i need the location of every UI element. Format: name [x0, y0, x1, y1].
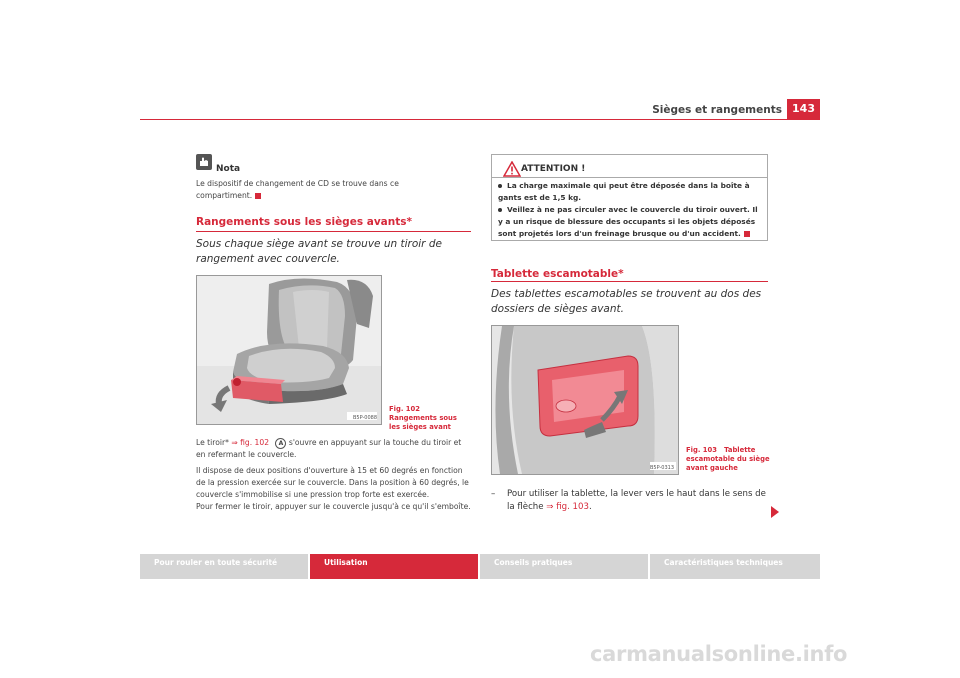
- running-header-title: Sièges et rangements: [652, 104, 782, 116]
- paragraph-drawer-opening: Le tiroir* ⇒ fig. 102 A s'ouvre en appuyant sur la touche du tiroir et en refermant le couvercle.: [196, 438, 462, 459]
- warning-title: ATTENTION !: [521, 164, 586, 174]
- warning-icon: [503, 161, 521, 181]
- figure-102-image: [196, 275, 382, 425]
- footer-tab-practical-tips[interactable]: Conseils pratiques: [480, 554, 648, 579]
- note-text: Le dispositif de changement de CD se trouve dans ce compartiment.: [196, 179, 399, 200]
- figure-103-link[interactable]: ⇒ fig. 103: [546, 502, 589, 512]
- page-number: 143: [787, 99, 820, 119]
- paragraph-closing-drawer: Pour fermer le tiroir, appuyer sur le couvercle jusqu'à ce qu'il s'emboîte.: [196, 502, 471, 511]
- warning-divider: [492, 177, 767, 178]
- section-heading-under-seat-storage: Rangements sous les sièges avants*: [196, 216, 412, 228]
- section-intro: Des tablettes escamotables se trouvent au dos des dossiers de sièges avant.: [491, 288, 762, 315]
- section-intro: Sous chaque siège avant se trouve un tiroir de rangement avec couvercle.: [196, 238, 442, 265]
- figure-103-image: [491, 325, 679, 475]
- footer-tab-technical-data[interactable]: Caractéristiques techniques: [650, 554, 820, 579]
- footer-tab-operation[interactable]: Utilisation: [310, 554, 478, 579]
- header-rule: [140, 119, 820, 120]
- figure-102-link[interactable]: ⇒ fig. 102: [231, 438, 270, 447]
- end-mark-icon: [744, 231, 750, 237]
- section-heading-folding-tray: Tablette escamotable*: [491, 268, 624, 280]
- figure-103-caption: Fig. 103 Tablette escamotable du siège avant gauche: [686, 446, 770, 472]
- figure-code: B5P-0313: [649, 465, 674, 471]
- continue-arrow-icon: [770, 503, 780, 522]
- warning-box: [491, 154, 768, 241]
- paragraph-opening-positions: Il dispose de deux positions d'ouverture à 15 et 60 degrés en fonction de la pression exercée sur le couvercle. Dans la position à 60 degrés, le couvercle s'immobilise si une pression trop forte est exercée.: [196, 466, 469, 499]
- end-mark-icon: [255, 193, 261, 199]
- section-rule: [491, 281, 768, 282]
- callout-marker-a: A: [275, 438, 286, 449]
- section-rule: [196, 231, 471, 232]
- bullet-icon: [498, 208, 502, 212]
- instruction-step: – Pour utiliser la tablette, la lever vers le haut dans le sens de la flèche ⇒ fig. 103.: [491, 489, 766, 512]
- note-label: Nota: [216, 164, 241, 174]
- warning-item-open-lid: Veillez à ne pas circuler avec le couvercle du tiroir ouvert. Il y a un risque de blessure des occupants si les objets déposés sont projetés lors d'un freinage brusque ou d'un accident.: [498, 205, 758, 238]
- footer-tab-safety[interactable]: Pour rouler en toute sécurité: [140, 554, 308, 579]
- figure-code: B5P-0088: [352, 415, 377, 421]
- warning-item-max-load: La charge maximale qui peut être déposée dans la boîte à gants est de 1,5 kg.: [498, 181, 750, 202]
- note-icon: [196, 154, 212, 170]
- bullet-icon: [498, 184, 502, 188]
- watermark: carmanualsonline.info: [590, 642, 848, 666]
- figure-102-caption: Fig. 102 Rangements sous les sièges avant: [389, 405, 457, 431]
